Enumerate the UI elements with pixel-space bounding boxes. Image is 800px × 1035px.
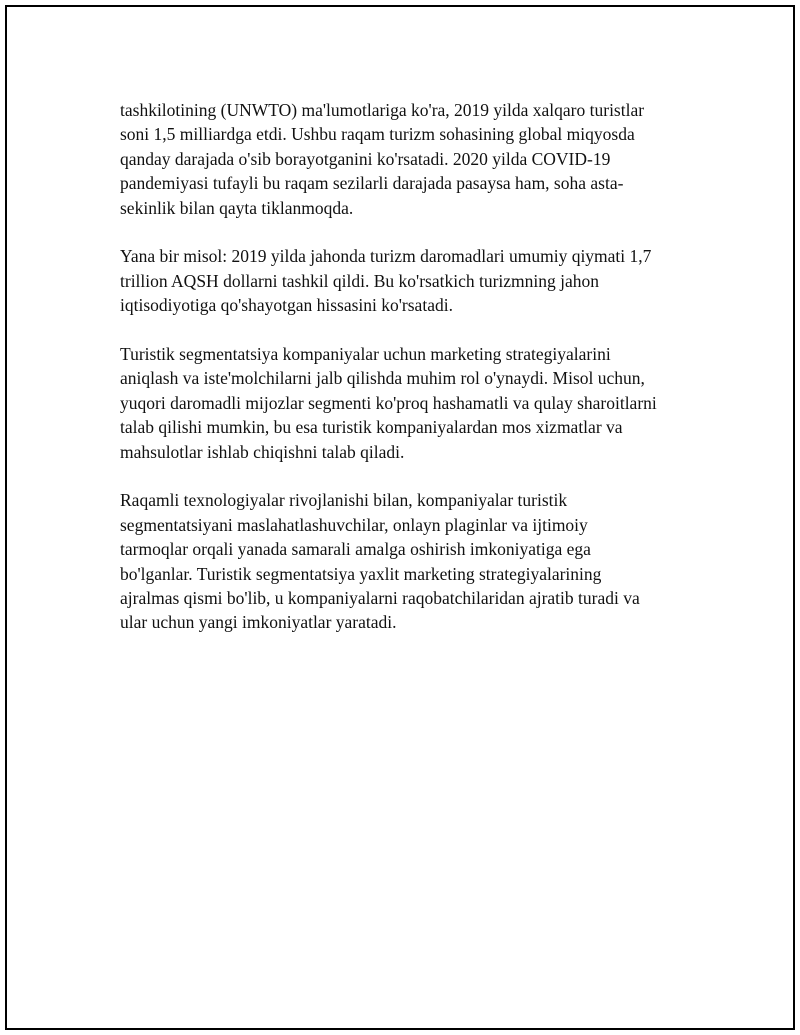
paragraph-3 [120, 342, 700, 464]
paragraph-2 [120, 244, 700, 317]
text-line: trillion AQSH dollarni tashkil qildi. Bu ko'rsatkich turizmning jahon [120, 270, 600, 291]
text-line: soni 1,5 milliardga etdi. Ushbu raqam turizm sohasining global miqyosda [120, 124, 635, 145]
text-line: mahsulotlar ishlab chiqishni talab qiladi. [120, 441, 405, 462]
text-line: segmentatsiyani maslahatlashuvchilar, onlayn plaginlar va ijtimoiy [120, 514, 588, 535]
text-line: pandemiyasi tufayli bu raqam sezilarli darajada pasaysa ham, soha asta- [120, 173, 624, 194]
text-line: yuqori daromadli mijozlar segmenti ko'proq hashamatli va qulay sharoitlarni [120, 392, 657, 413]
text-line: ajralmas qismi bo'lib, u kompaniyalarni raqobatchilaridan ajratib turadi va [120, 588, 640, 609]
text-line: tashkilotining (UNWTO) ma'lumotlariga ko'ra, 2019 yilda xalqaro turistlar [120, 100, 645, 120]
text-line: talab qilishi mumkin, bu esa turistik kompaniyalardan mos xizmatlar va [120, 417, 623, 438]
paragraph-1 [120, 98, 700, 220]
text-line: bo'lganlar. Turistik segmentatsiya yaxlit marketing strategiyalarining [120, 563, 602, 584]
text-line: Turistik segmentatsiya kompaniyalar uchun marketing strategiyalarini [120, 344, 611, 365]
text-line: iqtisodiyotiga qo'shayotgan hissasini ko'rsatadi. [120, 295, 453, 316]
text-line: tarmoqlar orqali yanada samarali amalga oshirish imkoniyatiga ega [120, 539, 591, 560]
text-line: qanday darajada o'sib borayotganini ko'rsatadi. 2020 yilda COVID-19 [120, 148, 611, 169]
text-line: aniqlash va iste'molchilarni jalb qilishda muhim rol o'ynaydi. Misol uchun, [120, 368, 645, 389]
text-line: Raqamli texnologiyalar rivojlanishi bilan, kompaniyalar turistik [120, 490, 568, 511]
text-line: ular uchun yangi imkoniyatlar yaratadi. [120, 612, 397, 633]
paragraph-4 [120, 488, 700, 634]
document-page [5, 5, 795, 1030]
document-body [120, 98, 700, 659]
text-line: Yana bir misol: 2019 yilda jahonda turizm daromadlari umumiy qiymati 1,7 [120, 246, 652, 267]
text-line: sekinlik bilan qayta tiklanmoqda. [120, 197, 354, 218]
